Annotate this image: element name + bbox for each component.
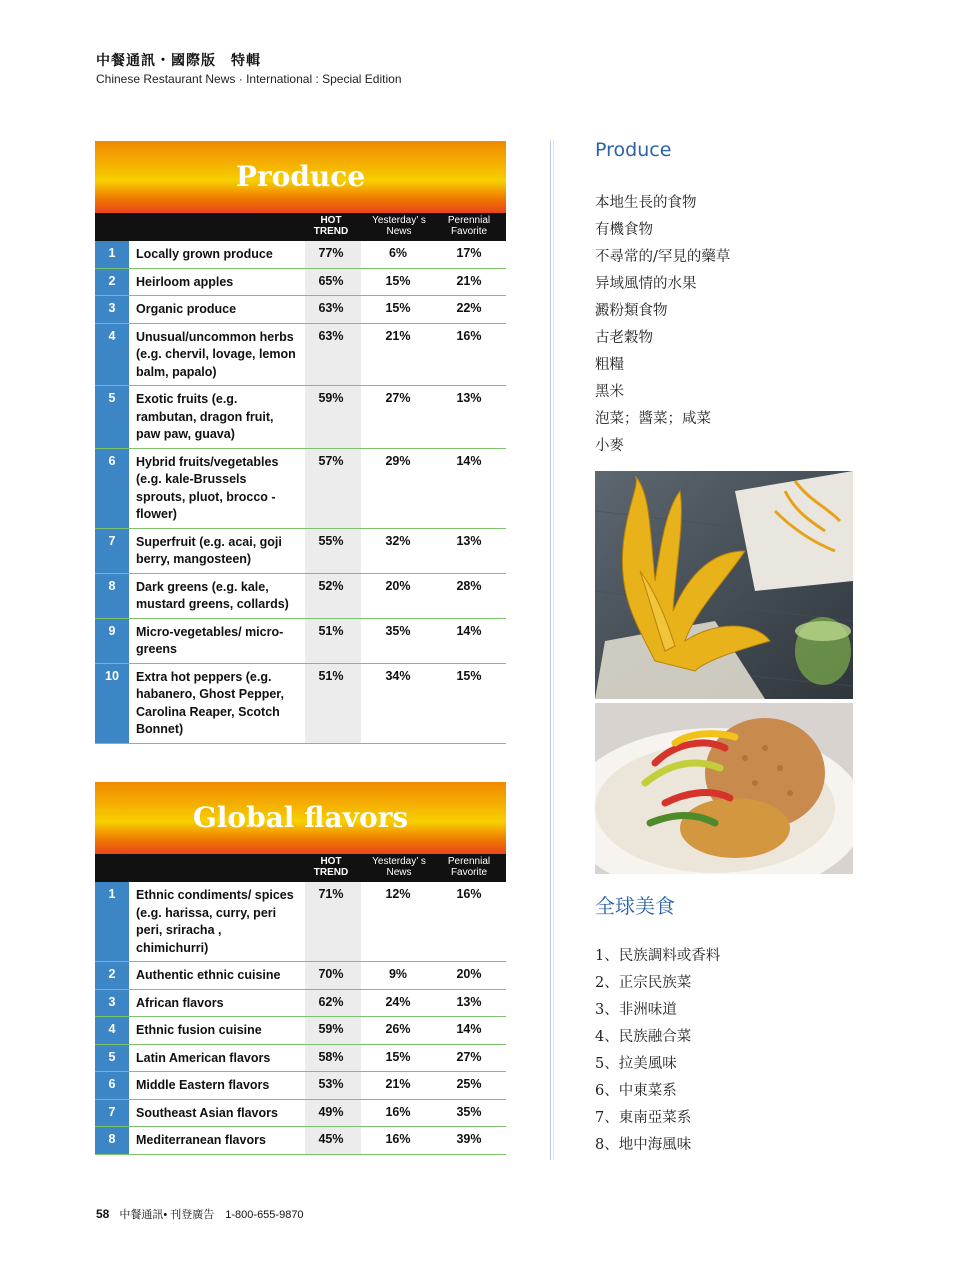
yesterday-news-value: 6% — [388, 246, 408, 260]
hot-trend-value: 70% — [318, 967, 344, 981]
global-column-header — [95, 854, 506, 882]
yesterday-news-value: 26% — [385, 1022, 411, 1036]
row-number: 3 — [108, 994, 116, 1009]
row-label: Mediterranean flavors — [136, 1133, 266, 1147]
yesterday-news-value: 12% — [385, 887, 411, 901]
yesterday-news-value: 29% — [385, 453, 411, 468]
perennial-favorite-value: 14% — [456, 453, 482, 468]
table-row — [95, 1100, 506, 1128]
row-label: Middle Eastern flavors — [136, 1078, 270, 1092]
produce-column-header — [95, 213, 506, 241]
hot-trend-value: 59% — [318, 1022, 344, 1036]
col-yesterday-news — [363, 856, 435, 878]
column-divider — [550, 140, 551, 1160]
table-row — [95, 574, 506, 619]
row-label: Ethnic condiments/ spices (e.g. harissa, curry, peri peri, sriracha , chimichurri) — [136, 888, 294, 955]
yesterday-news-value: 9% — [388, 967, 408, 981]
row-number: 2 — [108, 273, 116, 288]
table-row — [95, 664, 506, 744]
hot-trend-value: 59% — [318, 391, 344, 405]
row-number: 10 — [105, 668, 119, 683]
row-label: Ethnic fusion cuisine — [136, 1023, 262, 1037]
yesterday-news-value: 35% — [385, 623, 411, 638]
yesterday-news-value: 15% — [385, 273, 411, 288]
page-footer — [96, 1206, 304, 1222]
hot-trend-value: 51% — [318, 668, 344, 683]
row-label: Unusual/uncommon herbs (e.g. chervil, lovage, lemon balm, papalo) — [136, 329, 296, 379]
yesterday-news-value: 21% — [385, 328, 411, 343]
table-row — [95, 269, 506, 297]
yesterday-news-value: 15% — [385, 1049, 411, 1064]
sidebar-global — [595, 890, 675, 919]
hot-trend-value: 53% — [318, 1077, 344, 1091]
masthead — [96, 50, 402, 86]
row-number: 6 — [108, 1077, 116, 1091]
yesterday-news-value: 24% — [385, 994, 411, 1009]
table-row — [95, 882, 506, 962]
page-number: 58 — [96, 1207, 110, 1221]
row-number: 6 — [108, 453, 116, 468]
sidebar-global-list — [595, 943, 720, 1159]
table-row — [95, 324, 506, 387]
yesterday-news-value: 34% — [385, 668, 411, 683]
row-number: 8 — [108, 1132, 116, 1146]
hot-trend-value: 49% — [318, 1104, 344, 1119]
list-item: 澱粉類食物 — [595, 303, 668, 319]
perennial-favorite-value: 16% — [456, 887, 482, 901]
table-row — [95, 386, 506, 449]
row-number: 4 — [108, 1022, 116, 1036]
col-yesterday-line2: News — [386, 867, 412, 878]
row-label: African flavors — [136, 995, 224, 1010]
perennial-favorite-value: 20% — [456, 967, 482, 981]
masthead-english: Chinese Restaurant News · International : Special Edition — [96, 72, 402, 86]
perennial-favorite-value: 15% — [456, 668, 482, 683]
row-label: Micro-vegetables/ micro-greens — [136, 624, 284, 656]
table-row — [95, 1127, 506, 1155]
perennial-favorite-value: 13% — [456, 533, 482, 548]
perennial-favorite-value: 39% — [456, 1132, 482, 1146]
hot-trend-value: 65% — [318, 273, 344, 288]
chicken-rice-photo — [595, 703, 853, 874]
hot-trend-value: 63% — [318, 328, 344, 343]
col-perennial-favorite — [437, 215, 501, 237]
hot-trend-value: 62% — [318, 994, 344, 1009]
row-label: Heirloom apples — [136, 274, 234, 289]
perennial-favorite-value: 17% — [456, 246, 482, 260]
sidebar-global-heading: 全球美食 — [595, 894, 675, 918]
row-label: Exotic fruits (e.g. rambutan, dragon fruit, paw paw, guava) — [136, 392, 274, 441]
yesterday-news-value: 16% — [385, 1132, 411, 1146]
col-hot-line1: HOT — [320, 856, 342, 867]
yesterday-news-value: 32% — [385, 533, 411, 548]
row-label: Hybrid fruits/vegetables (e.g. kale-Brussels sprouts, pluot, brocco - flower) — [136, 454, 279, 521]
row-number: 1 — [108, 246, 116, 260]
sidebar-produce — [595, 139, 671, 161]
col-hot-line2: TREND — [313, 867, 349, 878]
hot-trend-value: 71% — [318, 887, 344, 901]
list-item: 异域風情的水果 — [595, 276, 697, 292]
col-yesterday-line1: Yesterday’ s — [372, 856, 426, 867]
col-perennial-favorite — [437, 856, 501, 878]
list-item: 泡菜；醬菜；咸菜 — [595, 411, 711, 427]
list-item: 7、東南亞菜系 — [595, 1110, 692, 1126]
list-item: 5、拉美風味 — [595, 1056, 677, 1072]
row-number: 9 — [108, 623, 116, 638]
sidebar-produce-list — [595, 190, 730, 460]
hot-trend-value: 51% — [318, 623, 344, 638]
footer-text: 中餐通訊• 刊登廣告 1-800-655-9870 — [119, 1209, 304, 1221]
table-row — [95, 529, 506, 574]
list-item: 不尋常的/罕見的藥草 — [595, 249, 731, 265]
list-item: 小麥 — [595, 438, 624, 454]
table-row — [95, 296, 506, 324]
perennial-favorite-value: 14% — [456, 1022, 482, 1036]
sidebar-produce-heading: Produce — [595, 139, 672, 161]
col-yesterday-line1: Yesterday’ s — [372, 215, 426, 226]
hot-trend-value: 45% — [318, 1132, 344, 1146]
row-number: 7 — [108, 533, 116, 548]
col-hot-line2: TREND — [313, 226, 349, 237]
table-row — [95, 1045, 506, 1073]
produce-table-title: Produce — [95, 141, 506, 213]
hot-trend-value: 77% — [318, 246, 344, 260]
list-item: 粗糧 — [595, 357, 624, 373]
row-number: 7 — [108, 1104, 116, 1119]
col-perennial-line2: Favorite — [450, 867, 488, 878]
table-row — [95, 1072, 506, 1100]
perennial-favorite-value: 13% — [456, 391, 482, 405]
col-perennial-line2: Favorite — [450, 226, 488, 237]
list-item: 2、正宗民族菜 — [595, 975, 692, 991]
yesterday-news-value: 21% — [385, 1077, 411, 1091]
perennial-favorite-value: 16% — [456, 328, 482, 343]
col-hot-trend — [305, 856, 357, 878]
row-number: 1 — [108, 887, 116, 901]
global-rows — [95, 882, 506, 1155]
row-label: Locally grown produce — [136, 247, 273, 261]
list-item: 4、民族融合菜 — [595, 1029, 692, 1045]
list-item: 6、中東菜系 — [595, 1083, 677, 1099]
row-label: Latin American flavors — [136, 1050, 271, 1065]
yesterday-news-value: 27% — [385, 391, 411, 405]
yesterday-news-value: 15% — [385, 301, 411, 315]
masthead-chinese: 中餐通訊・國際版 特輯 — [96, 53, 261, 69]
row-label: Superfruit (e.g. acai, goji berry, mangosteen) — [136, 534, 282, 566]
perennial-favorite-value: 22% — [456, 301, 482, 315]
table-row — [95, 962, 506, 990]
row-number: 4 — [108, 328, 116, 343]
row-label: Organic produce — [136, 302, 237, 316]
row-label: Authentic ethnic cuisine — [136, 968, 281, 982]
list-item: 本地生長的食物 — [595, 195, 697, 211]
col-yesterday-news — [363, 215, 435, 237]
list-item: 古老穀物 — [595, 330, 653, 346]
row-label: Extra hot peppers (e.g. habanero, Ghost Pepper, Carolina Reaper, Scotch Bonnet) — [136, 669, 284, 736]
perennial-favorite-value: 25% — [456, 1077, 482, 1091]
perennial-favorite-value: 21% — [456, 273, 482, 288]
row-label: Southeast Asian flavors — [136, 1105, 278, 1120]
row-number: 8 — [108, 578, 116, 593]
list-item: 3、非洲味道 — [595, 1002, 677, 1018]
perennial-favorite-value: 28% — [456, 578, 482, 593]
global-flavors-table — [95, 782, 506, 1155]
perennial-favorite-value: 27% — [456, 1049, 482, 1064]
produce-table — [95, 141, 506, 744]
row-number: 5 — [108, 1049, 116, 1064]
row-number: 5 — [108, 391, 116, 405]
hot-trend-value: 55% — [318, 533, 344, 548]
perennial-favorite-value: 13% — [456, 994, 482, 1009]
hot-trend-value: 58% — [318, 1049, 344, 1064]
list-item: 黑米 — [595, 384, 624, 400]
column-divider-secondary — [553, 140, 554, 1160]
hot-trend-value: 52% — [318, 578, 344, 593]
col-perennial-line1: Perennial — [447, 856, 491, 867]
produce-rows — [95, 241, 506, 744]
table-row — [95, 241, 506, 269]
table-row — [95, 1017, 506, 1045]
col-hot-trend — [305, 215, 357, 237]
hot-trend-value: 57% — [318, 453, 344, 468]
row-label: Dark greens (e.g. kale, mustard greens, collards) — [136, 579, 289, 611]
buddhas-hand-photo — [595, 471, 853, 699]
global-table-title: Global flavors — [95, 782, 506, 854]
hot-trend-value: 63% — [318, 301, 344, 315]
yesterday-news-value: 16% — [385, 1104, 411, 1119]
perennial-favorite-value: 14% — [456, 623, 482, 638]
list-item: 8、地中海風味 — [595, 1137, 692, 1153]
table-row — [95, 449, 506, 529]
list-item: 1、民族調料或香料 — [595, 948, 721, 964]
col-hot-line1: HOT — [320, 215, 342, 226]
perennial-favorite-value: 35% — [456, 1104, 482, 1119]
list-item: 有機食物 — [595, 222, 653, 238]
col-perennial-line1: Perennial — [447, 215, 491, 226]
row-number: 2 — [108, 967, 116, 981]
table-row — [95, 619, 506, 664]
yesterday-news-value: 20% — [385, 578, 411, 593]
row-number: 3 — [108, 301, 116, 315]
table-row — [95, 990, 506, 1018]
col-yesterday-line2: News — [386, 226, 412, 237]
